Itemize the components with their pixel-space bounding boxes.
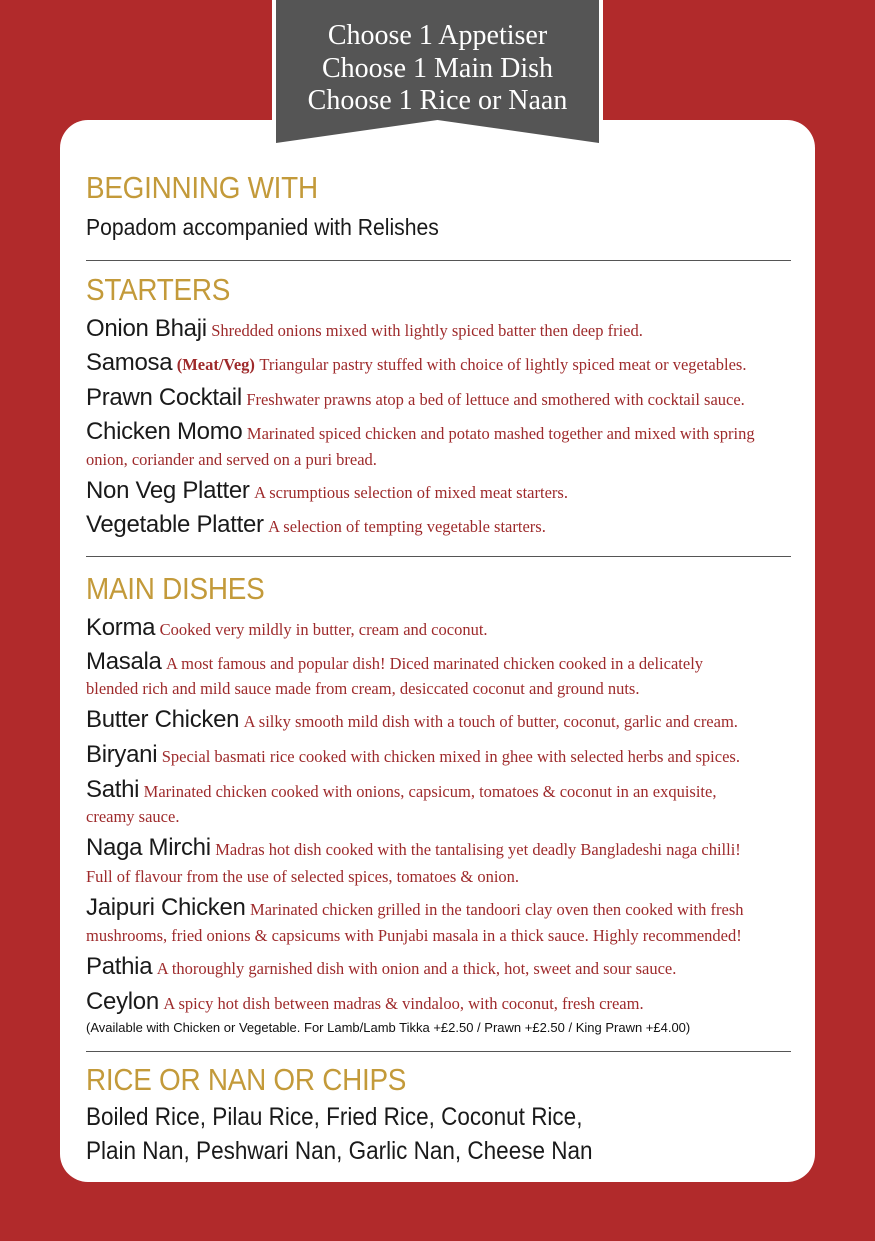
starter-item [86, 477, 791, 505]
item-name: Ceylon [86, 988, 159, 1015]
item-desc: A most famous and popular dish! Diced marinated chicken cooked in a delicately [166, 654, 704, 673]
item-desc: Marinated chicken cooked with onions, capsicum, tomatoes & coconut in an exquisite, [143, 782, 717, 801]
banner-line-rice: Choose 1 Rice or Naan [307, 85, 568, 116]
item-desc: mushrooms, fried onions & capsicums with Punjabi masala in a thick sauce. Highly recommended! [86, 926, 742, 945]
item-desc: onion, coriander and served on a puri bread. [86, 450, 377, 469]
item-name: Onion Bhaji [86, 315, 207, 342]
item-name: Non Veg Platter [86, 477, 250, 504]
main-item [86, 648, 791, 676]
banner-line-main: Choose 1 Main Dish [322, 52, 553, 84]
divider [86, 260, 791, 261]
item-desc: Madras hot dish cooked with the tantalising yet deadly Bangladeshi naga chilli! [215, 840, 741, 859]
main-item [86, 741, 791, 769]
item-name: Masala [86, 648, 162, 675]
beginning-text: Popadom accompanied with Relishes [86, 214, 439, 240]
item-desc: Marinated spiced chicken and potato mashed together and mixed with spring [246, 424, 755, 443]
item-desc: Marinated chicken grilled in the tandoori clay oven then cooked with fresh [250, 900, 744, 919]
main-item [86, 614, 791, 642]
main-item-continued [86, 679, 791, 699]
choice-banner [270, 0, 605, 150]
item-name: Chicken Momo [86, 418, 243, 445]
beginning-heading: BEGINNING WITH [86, 170, 318, 205]
divider [86, 1051, 791, 1052]
mains-heading: MAIN DISHES [86, 571, 265, 606]
item-desc: Shredded onions mixed with lightly spiced batter then deep fried. [211, 321, 643, 340]
starter-item [86, 511, 791, 539]
item-desc: A thoroughly garnished dish with onion and a thick, hot, sweet and sour sauce. [156, 959, 677, 978]
item-tag: (Meat/Veg) [176, 355, 255, 374]
main-item-continued [86, 867, 791, 887]
item-name: Biryani [86, 741, 158, 768]
starter-item [86, 384, 791, 412]
item-name: Jaipuri Chicken [86, 894, 246, 921]
rice-heading: RICE OR NAN OR CHIPS [86, 1062, 407, 1097]
item-desc: Triangular pastry stuffed with choice of lightly spiced meat or vegetables. [259, 355, 747, 374]
item-name: Korma [86, 614, 156, 641]
main-item-continued [86, 926, 791, 946]
main-item [86, 776, 791, 804]
starter-item-continued [86, 450, 791, 470]
item-name: Vegetable Platter [86, 511, 264, 538]
item-name: Prawn Cocktail [86, 384, 242, 411]
item-name: Butter Chicken [86, 706, 240, 733]
starter-item [86, 349, 791, 377]
item-desc: Freshwater prawns atop a bed of lettuce and smothered with cocktail sauce. [246, 390, 745, 409]
main-item-continued [86, 807, 791, 827]
starter-item [86, 418, 791, 446]
rice-line: Boiled Rice, Pilau Rice, Fried Rice, Coconut Rice, [86, 1103, 583, 1131]
nan-line: Plain Nan, Peshwari Nan, Garlic Nan, Cheese Nan [86, 1137, 593, 1165]
item-name: Samosa [86, 349, 173, 376]
starters-heading: STARTERS [86, 272, 231, 307]
item-desc: A selection of tempting vegetable starters. [268, 517, 546, 536]
item-desc: A silky smooth mild dish with a touch of butter, coconut, garlic and cream. [243, 712, 738, 731]
main-item [86, 953, 791, 981]
item-desc: A scrumptious selection of mixed meat starters. [254, 483, 568, 502]
item-desc: Full of flavour from the use of selected spices, tomatoes & onion. [86, 867, 520, 886]
mains-note: (Available with Chicken or Vegetable. For Lamb/Lamb Tikka +£2.50 / Prawn +£2.50 / King Prawn +£4.00) [86, 1020, 691, 1035]
item-name: Naga Mirchi [86, 834, 211, 861]
item-desc: blended rich and mild sauce made from cream, desiccated coconut and ground nuts. [86, 679, 640, 698]
item-desc: Special basmati rice cooked with chicken mixed in ghee with selected herbs and spices. [161, 747, 740, 766]
item-desc: creamy sauce. [86, 807, 180, 826]
item-desc: A spicy hot dish between madras & vindaloo, with coconut, fresh cream. [163, 994, 644, 1013]
main-item [86, 834, 791, 862]
divider [86, 556, 791, 557]
banner-line-appetiser: Choose 1 Appetiser [327, 20, 548, 51]
main-item [86, 706, 791, 734]
main-item [86, 894, 791, 922]
item-desc: Cooked very mildly in butter, cream and coconut. [159, 620, 488, 639]
item-name: Pathia [86, 953, 153, 980]
starter-item [86, 315, 791, 343]
main-item [86, 988, 791, 1016]
item-name: Sathi [86, 776, 140, 803]
